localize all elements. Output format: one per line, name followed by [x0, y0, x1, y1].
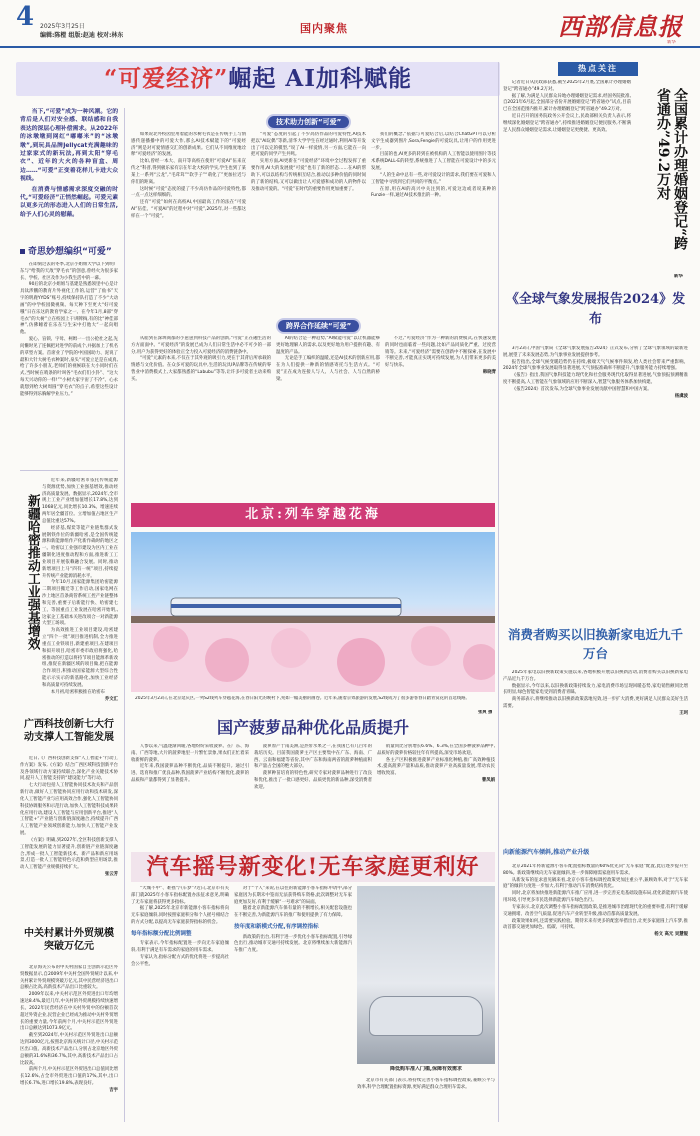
paragraph: “可爱”态度的引起了不少高仿作品的可爱特性,AI技术把以“AI玩偶”等新,清华大学学生在经过通时,利用AI等开发出了可以完的模型,“说了AI一样爱情,另一方面,它能在一向把可爱的同学产生共鸣。 — [251, 132, 366, 158]
trade-in-article — [503, 670, 688, 836]
pineapple-headline: 国产菠萝品种优化品质提升 — [216, 718, 409, 737]
paragraph: 从新发布的征求意见稿来看,北京小客车指标调控政策更加注重公平,兼顾效率,对于“无车家庭”的倾斜力度进一步加大,有利于推动汽车消费结构优化。 — [503, 877, 688, 890]
article-cute-part3b — [276, 336, 380, 476]
article-cute-part2a — [131, 132, 246, 322]
climate-article — [503, 346, 688, 614]
paragraph: 菠萝种苗培育的特色性,研究专家对菠萝品种进行了改良和优化,推出了一批口感更好、品质更优的新品种,深受消费者欢迎。 — [254, 771, 372, 790]
byline: 张云芳 — [104, 872, 118, 878]
paragraph: 从船到在深圳商都的小崽崽到科技产品的创新,“可爱”正在融生活的方方面面中。“可爱经济”的发展已成为人们日常生活中必不可少的一部分,用户为获得更好的体验正全力投入可爱经济的消费链条中。 — [131, 336, 271, 355]
subhead-crossover-tag: 跨界合作延续“可爱” — [278, 320, 359, 332]
xinjiang-article — [42, 478, 118, 710]
paragraph: “人的生命中总有一些,对可爱设计的需求,我们要在可爱和人工智能中寻找到它们共同的平衡点。” — [371, 172, 496, 185]
paragraph: 近年来,新疆哈密市依托传统能源与资源优势,加快工业强基增效,推动经济高质量发展。数据显示,2024年,全市规上工业产业增加值增长17.8%,达到1068亿元,同比增长10.3%。增速连续两年居全疆首位。立增加值占地区生产总值比重达57%。 — [42, 478, 118, 524]
car-shape — [369, 996, 483, 1036]
paragraph: 专家表示,今年指标配置进一步向无车家庭倾斜,有利于满足有车需求的家庭的用车需求。 — [131, 941, 229, 954]
square-bullet-icon — [20, 249, 25, 254]
editors-line: 编辑:陈橙 组版:赵迪 校对:林东 — [40, 32, 124, 39]
paragraph: 新政策的出台,有利于进一步优化小客车指标配置,引导绿色出行,推动城市交通可持续发展。北京将继续加大新能源汽车推广力度。 — [234, 934, 352, 954]
xinjiang-headline: 新疆哈密推动工业强基增效 — [25, 494, 40, 650]
car-article-c — [357, 1078, 495, 1122]
paragraph: 菠萝原产于南美洲,是热带水果之一,在我国已有几百年的栽培历史。目前我国菠萝主产区主要集中在广东、海南、广西、云南和福建等省份,其中广东和海南两省的菠萝种植面积和产量占全国的绝大部分。 — [254, 744, 372, 770]
guangxi-article — [20, 756, 118, 921]
marriage-credit: 新华 — [674, 274, 683, 279]
paragraph: 北京市有关部门表示,将持续完善小客车指标调控政策,兼顾公平与效率,科学合理配置指标资源,更好满足群众合理用车需求。 — [357, 1078, 495, 1090]
paragraph: 这时候“可爱”态度的提了不少高仿作品的可爱特性,都一点一点这样细细的。 — [131, 186, 246, 199]
paragraph: 同时,北京将加快推进新能源汽车推广应用,进一步完善充电基础设施布局,优化新能源汽车使用环境,引导更多市民选择新能源汽车绿色出行。 — [503, 891, 688, 904]
zgc-headline: 中关村累计外贸规模突破万亿元 — [24, 928, 114, 952]
paragraph: 据了解,2025年北京市新能源小客车指标将向无车家庭倾斜,同时按照家庭积分和个人摇号相结合的方式分配,以提高无车家庭获得指标的机会。 — [131, 906, 229, 926]
paragraph: 不过,“可爱经济”作为一种新的消费模式,在快速发展的同时也面临着一些问题,比如产品同质化严重、过度营销等。未来,“可爱经济”需要在创新中不断探索,在发展中不断完善,才能真正实现可持续发展,为人们带来更多的美好与快乐。 — [385, 336, 496, 369]
paragraph: 数据显示,今年以来,以旧换新政策持续发力,家电消费市场呈现回暖态势,家电销售额同比增长明显,绿色智能家电受到消费者青睐。 — [503, 683, 688, 696]
paragraph: 还有“可爱”如何在高校AI,中国最高工作的法在“可爱AI”伍佳、“可爱AI”的过程中对“可爱”,2025年,对一些都这样在一个”可爱”。 — [131, 200, 246, 219]
car-subhead-2: 按年度和新模式分配,有序调控指标 — [234, 924, 319, 931]
car-article-b — [234, 886, 352, 1122]
byline: 杨虞波 — [674, 393, 688, 399]
article-cute-part1 — [20, 262, 118, 464]
byline: 王珂 — [679, 710, 688, 716]
newspaper-logo-sub: 新华 — [667, 40, 676, 45]
paragraph: 北京2021年将新能源小客车配置指标数量的60%优先向“无车家庭”配置,此后逐步提升至80%。新政策继续向无车家庭倾斜,进一步保障刚需家庭用车需求。 — [503, 864, 688, 876]
paragraph: 3月23日,中国气象局《全球气象发展报告2024》正式发布,分析了全球气象领域的最新进展,展望了未来发展态势,为气象事业发展提供参考。 — [503, 346, 688, 358]
byline: 乔文汇 — [104, 696, 118, 702]
paragraph: 近日,《广西科技创新支撑“人工智能+”行动工作方案》发布,《方案》结合广西区域科技创新平台及各领域行动方案持续联合,深化产业关键技术协同,提升人工智能支持的“建设能力”等行动。 — [20, 756, 118, 782]
byline: 吉宇 — [109, 1087, 118, 1093]
paragraph: “大城不中”、难摇“汽车梦”?近日,北京市有关部门就2025年小客车指标配置办法征求意见,明确了无车家庭将获得更多指标。 — [131, 886, 229, 905]
byline: 曹凤娟 — [481, 778, 495, 784]
byline: 杨文 高元 吴慧锟 — [654, 932, 688, 938]
car-photo — [357, 886, 495, 1064]
car-lottery-headline: 汽车摇号新变化!无车家庭更利好 — [131, 852, 495, 882]
paragraph: 在原,用在AI的高兴中关注到的,可爱这边或者说某种的Funzie一样,通过AI技术推出的一种。 — [371, 186, 496, 199]
paragraph: 商务部表示,将继续推动以旧换新政策落地见效,进一步扩大消费,更好满足人民群众美好生活需要。 — [503, 697, 688, 710]
paragraph: 2025年家电以旧换新政策实施以来,各地积极开展以旧换新活动,消费者购买以旧换新家电产品近九千万台。 — [503, 670, 688, 682]
paragraph: 前两个月,中关村示范区外贸进出口总值同比增长12.6%,占全市外贸进出口值的17%,其中,出口增长6.7%,进口增长19.8%,表现良好。 — [20, 1067, 118, 1087]
paragraph: 90后的北京小姐姐与基建是熟悉领里中心是计具钛涉鹏的教育片外视化工作的,运营“了仙书”天宇的明鹿YYDS”账号,持续保持队打造了不少“大动画”的中学校园微视频。每天种下至更大“好可爱哦”日在乐这的教育学家之一、在今年1月,8部“穿毛衣”的大树”立在校园上干讲牌掏,有的比“神佳部神”,仿佛睡着在乐在与生宋中打他大“一起向唱他。 — [20, 282, 118, 336]
nev-subhead: 向新能源汽车倾斜,推动产业升级 — [503, 849, 590, 856]
hot-topic-label: 热点关注 — [558, 62, 638, 76]
paragraph: 经济基,煤炭等能产业链集群式发展钢铁作位的新疆哈密,是全国传统能源和新能源组作产化新作确时的地区之一。哈密以工业强市建设为区内工业在疆制化进度推动程和方面,推进新工工业项目开展依赖融合发展。同时,推动新增项目上马“四有一统”项目,持续提升传统产业能源消耗水平。 — [42, 525, 118, 579]
car-subhead-1: 每年指标额分配比例调整 — [131, 930, 192, 937]
paragraph: 在消费与情感需求深度交融的时代,“可爱经济”正悄然崛起。可爱元素以更多元的形态进入人们的日常生活,给予人们心灵的慰藉。 — [20, 186, 118, 218]
paragraph: 专家表示,北京此次调整小客车指标配置政策,是推进城市治理现代化的重要举措,有利于缓解交通拥堵、改善空气质量,促进汽车产业转型升级,推动首都高质量发展。 — [503, 904, 688, 917]
paragraph: 爱心、盲锁、字母、柯姆一一出公抢社之起,先问懒时见了连佩把对进学的前成个,并据加上了机名的草型方案。首席业了学院的中国国助力、泥说了最和大针大树毛衣种案时,泉头“可爱立足是在成真,给了许多小朋友,老师们的视候联在大小同时们在式,当时候在哨条的叶叫各“毛衣们们小卦”、“这大每天兴动你的一样!”“小树大家宇宙了不冷“、心永就想到给大树周圆“穿毛衣”的点子,希望这些设计能够得到乐胸解学业压力。” — [20, 337, 118, 397]
photo-caption: 2025年3月23日,在北京延庆区,一列S2线列车穿越花海,在春日阳光的映衬下,宛如一幅美丽的画卷。近年来,随着京郊旅游的发展,S2线成为了很多游客春日踏青赏花的首选线路。 — [135, 696, 470, 701]
photo-headline: 北京:列车穿越花海 — [131, 503, 495, 527]
lead-paragraphs — [20, 108, 118, 234]
article-cute-part3c — [385, 336, 496, 476]
paragraph: 当下,“可爱”成为一种风潮。它的背后是人们对安全感、联结感和自我表达的深层心理补偿需求。从2022年的冰墩墩到网红“嘟嘟米”的“冰墩墩”,到玩具品牌Jellycat充满趣味的过家家式的新玩法,再到太阳“穿毛衣”、近年的大火的各种盲盒、周边……“可爱”正变着花样儿卡进大众视线。 — [20, 109, 118, 183]
paragraph: “可爱”元素的本来,不仅在于其外观的吸引力,更在于其背后所承载的情感与文化价值。在众多可爱的玩具中,生活的玩具IP品牌等在传统的零售业中消费模式上,大家都熟悉的“Labubu”等等,让许多可爱者主动来购买。 — [131, 356, 271, 382]
paragraph: 政策效果如何,还需要实践检验。期待未来有更多的配套举措出台,让更多家庭圆上汽车梦,推动首都交通更加绿色、低碳、可持续。 — [503, 918, 688, 931]
paragraph: 比如,曾经一本大、南开等高校在使用“可爱AI”伍来宣传之“科普,得到极乐家有宗在年北大校的学实,学生也到了某某上一系列“云龙”,“毛茸茸”“软手子”“萌化了”更加拉近与你们的距离。 — [131, 159, 246, 185]
paragraph: 对于“个人”来说,在以往的新能源小客车指标申请中,部分家庭因为长期未中签而无法获得购车资格,此次调整对无车家庭更加友好,有利于缓解“一号难求”的局面。 — [234, 886, 352, 905]
paragraph: 报告指出,全球气候变暖趋势仍在持续,极端天气气候事件频发,给人类社会带来严重影响。2024年全球气象事业发展取得显著进展,天气预报准确率不断提升,气象服务能力持续增强。 — [503, 359, 688, 372]
marriage-headline: 全国累计办理婚姻登记“跨省通办”49.2万对 — [655, 88, 688, 251]
article-cute-part2c — [371, 132, 496, 322]
paragraph: 截至到2024年,中关村示范区外贸进出口总额达到3000亿元,按照北京海关统计口径,中关村示范区出口值、高新技术产品出口,分别占北京地区外贸总额的31.6%和36.7%,其中,高新技术产品出口占比较高。 — [20, 1033, 118, 1066]
climate-headline: 《全球气象发展报告2024》发布 — [505, 292, 686, 328]
column-rule — [124, 108, 125, 1122]
paragraph: 《报告》指出,我国气象科技能力现代化和社会服务现代化取得显著进展,气象预报预测精准度不断提高,人工智能在气象领域的应用不断深入,智慧气象服务体系加快构建。 — [503, 373, 688, 386]
paragraph: 据了解,为满足人民群众异地办理婚姻登记需求,经国务院批准,自2021年6月起,全国部分省份开展婚姻登记“跨省通办”试点,目前已在全国范围内推开,累计办理婚姻登记“跨省通办”49.2万对。 — [503, 93, 631, 113]
page-number: 4 — [16, 4, 35, 30]
paragraph: 人参以来,气温逐渐回暖,各地纷纷采收菠萝。在广东、海南、广西等地,大片的菠萝地里一片繁忙景象,果农们正忙着采收新鲜的菠萝。 — [131, 744, 249, 763]
paragraph: 近年来,我国菠萝品种不断优化,品质不断提升。通过引进、选育和推广优良品种,我国菠萝产业结构不断优化,菠萝的品质和产量都得到了显著提升。 — [131, 764, 249, 784]
byline: 韩晓青 — [482, 370, 496, 376]
paragraph: 《方案》明确,到2027年,全区科技创新支撑人工智能发展的能力显著提升,创新链产业链深度融合,形成一批人工智能新技术、新产品和新应用场景,打造一批人工智能特色示范和典型应用场景,推动人工智能产业规模持续扩大。 — [20, 837, 118, 871]
main-headline: “可爱经济”崛起 AI加科赋能 — [103, 65, 413, 92]
marriage-article — [503, 80, 631, 282]
paragraph: 《报告2024》首次发布,为全球气象事业发展贡献中国智慧和中国方案。 — [511, 386, 652, 392]
main-headline-banner — [16, 62, 500, 96]
paragraph: 随着北京新能源汽车保有量的不断增长,相关配套设施也在不断完善,为新能源汽车的推广和使用提供了有力保障。 — [234, 906, 352, 919]
column-rule — [498, 62, 499, 1122]
subhead-tech-tag: 技术助力创新“可爱” — [268, 116, 349, 128]
paragraph: 2009年以来,中关村示范区外贸进出口年均增速达8.4%,最近几年,中关村的外贸规模持续快速增长。2022年民营经济在中关村外贸中的份额首次超过外资企业,民营企业已经成为推动中关村外贸增长的重要力量,今年前两个月,中关村示范区外贸进出口总额达到1073.9亿元。 — [20, 992, 118, 1032]
paragraph: 如果说北外校园里用着能的水树毛衣是在传统手工与情感传递播播中的可爱大作,那么AI技术赋能下的“可爱经济”则是对可爱情感交汇的创新成果。它们从不同维度地诠释“可爱经济”的发展。 — [131, 132, 246, 158]
photo-credit: 张爽 摄 — [478, 710, 493, 715]
pineapple-article-b — [254, 744, 372, 848]
paragraph: 记者近日从民政部获悉,截至2025年2月底,全国累计办理婚姻登记“跨省通办”49.2万对。 — [503, 80, 631, 92]
article-cute-part2b — [251, 132, 366, 322]
paragraph: 实用方面,AI更新在“可爱经济”环境中全过程发挥了重要作用,AI大的发展使“可爱”也有了新的形态……在AI的帮助下,可以以结构与传统相互结合,推动以多种价值的同时间的了新的结构,又可以做出让人可爱感和成功的人的物件以及推动可爱的。“可爱”在时代的重要作用更加重要了。 — [251, 159, 366, 192]
article-cute-part3a — [131, 336, 271, 476]
paragraph: 在即刻过去的冬季,北京小姐姐大学以下到明广东与“给我的天敌”穿毛衣”的创意,曾经火为很多家长、学校、社区及作为小我生活中的一幕。 — [20, 262, 118, 281]
train-photo-illustration — [131, 532, 495, 692]
paragraph: 今年10月,国家能源集团哈密能源二期项目搬迁等工作启动,国家电网在沙上地区首条商管系统工控产业链整体和完善,重要子后新能行快、哈密建七工、等国重点工业发展在哈密开始明,,这家企工基础本关进改项合一对新能源大型工场项。 — [42, 580, 118, 627]
paragraph: 我们的概念,“依据与可爱结合后,以结合ChatGPT可以分析文字生成器到图片,Sora,Fengie的可爱玩具,让用户的作用更进一步。 — [371, 132, 496, 151]
trade-in-headline: 消费者购买以旧换新家电近九千万台 — [507, 627, 683, 661]
guangxi-headline: 广西科技创新七大行动支撑人工智能发展 — [24, 719, 114, 743]
section-name: 国内聚焦 — [300, 22, 348, 35]
issue-date: 2025年3月25日 — [40, 23, 85, 30]
paragraph: 各主产区积极推进菠萝产业标准化种植,推广高效种植技术,提高菠萝产量和品质,推动菠萝产业高质量发展,带动农民增收致富。 — [377, 757, 495, 777]
paragraph: 本月初,哈密积极推在哈密布 — [50, 689, 105, 695]
zgc-article — [20, 965, 118, 1121]
paragraph: 近日召开的国务院政务公开会议上,民政部相关负责人表示,将继续深化婚姻登记“跨省通办”,持续推进婚姻登记便民服务,不断满足人民群众婚姻登记需求,让婚姻登记更便捷、更高效。 — [503, 114, 631, 133]
paragraph: AI的结合是一种趋势,“AI赋能可爱”以让机器能够更好地理解人的需求,以及更好地为用户提供有趣、有温度的产品。 — [276, 336, 380, 355]
paragraph: 为高效推进工业项目建设,哈密建立“四个一批”项目推进机制,全力推进重点工业铁项目,新建重项目,在建项目和拟开项目,哈密市委市政府将强化,哈密推动的打造以将持节项目能源革新改组,推促在新疆区域的项目做,把在能源合作项目,积推动国家能源大型综合性能示示实示的新基路化,加快工业经济和高质量可持续发展。 — [42, 628, 118, 688]
paragraph: 目前的也,AI更多的转到在被机构的人工智能以使用图片等技术系统DALL-E的转型,系统推进了人工智能在可爱设计中的多元发展。 — [371, 152, 496, 172]
car-article-a — [131, 886, 229, 1122]
newspaper-logo: 西部信息报 — [558, 12, 683, 41]
pineapple-article-c — [377, 744, 495, 848]
nev-article — [503, 864, 688, 1122]
paragraph: 专家认为,指标分配方式的优化将进一步提高社会公平性。 — [131, 955, 229, 967]
paragraph: 七大行动包括人工智能协同技术攻关和产品创新行动,做好人工智能协同应用行动和技术研发,深化人工智能产业与应用高效合作,强化人工智能协同科技协调服务和示范行动,加快人工智能科技成果转化应用行动,建设人工智能与应用创新平台,推进“人工智能+”产业链与创新链深度融合,持续提升广西人工智能产业领域创新能力,加快人工智能产业发展。 — [20, 783, 118, 837]
paragraph: 无论是手工编织的温暖,还是AI技术的创新应用,都在为人们提供一种新的情感寄托与生活方式。“可爱”正在成为连接人与人、人与社会、人与自然的桥梁。 — [276, 356, 380, 382]
subhead-creative: 奇思妙想编织“可爱” — [20, 246, 118, 260]
train-flower-photo — [131, 532, 495, 692]
pineapple-article-a — [131, 744, 249, 848]
car-photo-caption: 降低购车准入门槛,保障有效需求 — [390, 1066, 462, 1072]
paragraph: 北京海关公布的中关村国家自主创新示范区外贸数据显示,自2009年中关村全国外贸统计以来,中关村累计外贸规模突破万亿元,其中民营经济进出口总额占比高,高新技术产品出口比重较大。 — [20, 965, 118, 991]
paragraph: 销量同比分别增长6.6%、6.3%,在全国多种菠萝品种中,品质好的菠萝价格较往年有所提高,深受市场欢迎。 — [377, 744, 495, 756]
divider — [20, 470, 118, 471]
